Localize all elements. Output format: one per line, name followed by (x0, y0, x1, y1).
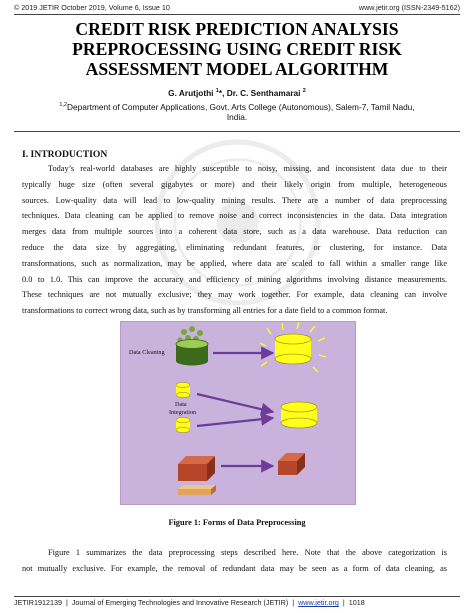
integration-arrow (197, 394, 273, 412)
figure-caption: Figure 1: Forms of Data Preprocessing (168, 518, 306, 527)
footer-separator: | (342, 598, 345, 607)
paper-title (20, 19, 454, 79)
paragraph-line: reduce the data size by aggregating, eliminating redundant features, or clustering, for instance. Data (22, 242, 447, 252)
transformed-data-strip-icon (178, 485, 216, 495)
header-copyright: © 2019 JETIR October 2019, Volume 6, Issue 10 (14, 3, 170, 12)
label-data-integration: Data (175, 401, 187, 408)
running-header (14, 2, 460, 14)
source-database-icon (176, 417, 190, 432)
footer-page-number: 1018 (348, 598, 365, 607)
summary-paragraph (22, 545, 447, 577)
paragraph-line: These techniques are not mutually exclusive; they may work together. For example, data cleaning can involve (22, 290, 447, 300)
section-divider (14, 131, 460, 132)
page-footer (14, 598, 460, 607)
affiliation-line: India. (226, 112, 248, 123)
paragraph-line: transformations, such as normalization, may be applied, where data are scaled to fall within a smaller range like (22, 258, 447, 268)
paragraph-line: typically huge size (often several gigabytes or more) and their likely origin from multiple, heterogeneous (22, 179, 447, 189)
author-list (0, 88, 474, 98)
section-heading: I. INTRODUCTION (22, 149, 108, 160)
paragraph-line: sources. Low-quality data will lead to low-quality mining results. There are a number of data preprocessing (22, 195, 447, 205)
footer-website-link[interactable]: www.jetir.org (298, 598, 339, 607)
preprocessing-figure (120, 321, 356, 505)
label-data-integration: Integration (169, 409, 197, 416)
author-separator: , (222, 88, 227, 98)
footer-journal-name: Journal of Emerging Technologies and Innovative Research (JETIR) (71, 598, 289, 607)
paragraph-line: merges data from multiple sources into a coherent data store, such as a data warehouse. Data reduction can (22, 227, 447, 237)
paragraph-line: techniques. Data cleaning can be applied to remove noise and correct inconsistencies in the data. Data integration (22, 211, 447, 221)
affiliation-line: Department of Computer Applications, Govt. Arts College (Autonomous), Salem-7, Tamil Nadu, (67, 101, 415, 112)
title-line: ASSESSMENT MODEL ALGORITHM (85, 59, 389, 79)
noisy-data-bowl-icon (176, 326, 208, 366)
integrated-data-cylinder-icon (281, 402, 317, 428)
footer-paper-id: JETIR1912139 (14, 598, 62, 607)
reduced-data-block-icon (278, 453, 305, 475)
author-affil-mark: 2 (302, 88, 306, 95)
author-name: G. Arutjothi (168, 88, 214, 98)
author-affil-mark: 1 (215, 88, 219, 95)
affiliation-mark: 1,2 (59, 102, 68, 108)
corresponding-mark: * (218, 88, 223, 98)
paragraph-line: transformations to correct wrong data, such as by transforming all entries for a date field to a common format. (22, 306, 388, 316)
header-divider (14, 14, 460, 15)
data-block-icon (178, 456, 215, 481)
intro-paragraph (22, 161, 447, 319)
title-line: PREPROCESSING USING CREDIT RISK (72, 39, 402, 59)
clean-data-cylinder-icon (260, 322, 326, 372)
affiliation (30, 100, 444, 123)
label-data-cleaning: Data Cleaning (129, 349, 165, 356)
title-line: CREDIT RISK PREDICTION ANALYSIS (75, 19, 399, 39)
paragraph-line: 0.0 to 1.0. This can improve the accuracy and efficiency of mining algorithms involving distance measurements. (22, 274, 447, 284)
header-website: www.jetir.org (ISSN-2349-5162) (358, 3, 460, 12)
figure-graphics (121, 322, 355, 504)
paragraph-line: not mutually exclusive. For example, the removal of redundant data may be seen as a form of data cleaning, as (22, 563, 447, 573)
footer-divider (14, 596, 460, 597)
source-database-icon (176, 382, 190, 397)
author-name: Dr. C. Senthamarai (226, 88, 301, 98)
paragraph-line: Figure 1 summarizes the data preprocessing steps described here. Note that the above categorization is (48, 548, 447, 557)
footer-separator: | (292, 598, 295, 607)
integration-arrow (197, 418, 273, 426)
paragraph-line: Today’s real-world databases are highly susceptible to noisy, missing, and inconsistent data due to their (48, 164, 447, 173)
footer-separator: | (65, 598, 68, 607)
